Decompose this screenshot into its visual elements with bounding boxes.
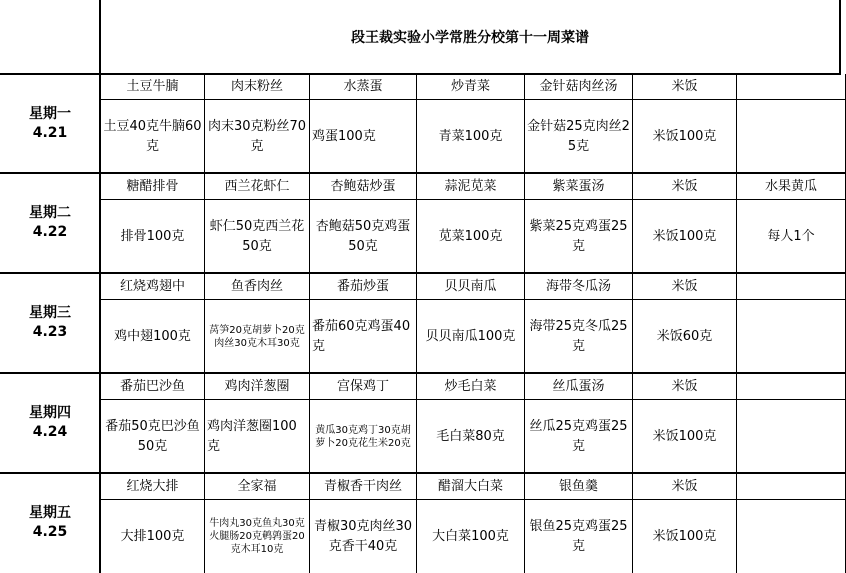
dish-name: 银鱼羹 bbox=[558, 478, 598, 494]
dish-name: 土豆牛腩 bbox=[126, 79, 179, 94]
grid-line-v bbox=[416, 74, 417, 573]
dish-detail: 海带25克冬瓜25克 bbox=[529, 318, 628, 354]
grid-line-h bbox=[0, 272, 845, 274]
day-label bbox=[0, 74, 100, 173]
dish-name: 米饭 bbox=[671, 79, 698, 94]
dish-detail bbox=[737, 300, 845, 373]
weekday: 星期四 bbox=[29, 405, 71, 421]
date: 4.21 bbox=[32, 124, 68, 141]
dish-name bbox=[737, 75, 845, 99]
dish-detail: 大白菜100克 bbox=[432, 528, 509, 544]
grid-line-v bbox=[309, 74, 310, 573]
dish-name: 鱼香肉丝 bbox=[230, 278, 283, 294]
dish-detail: 米饭100克 bbox=[652, 528, 717, 544]
dish-detail: 鸡蛋100克 bbox=[312, 128, 376, 144]
dish-detail: 青菜100克 bbox=[438, 128, 503, 144]
dish-name: 醋溜大白菜 bbox=[437, 478, 503, 494]
dish-name: 水蒸蛋 bbox=[343, 79, 383, 94]
dish-detail: 丝瓜25克鸡蛋25克 bbox=[529, 418, 628, 454]
menu-title: 段王裁实验小学常胜分校第十一周菜谱 bbox=[351, 29, 589, 46]
dish-name: 米饭 bbox=[671, 378, 698, 394]
grid-line-h bbox=[100, 399, 845, 400]
grid-line-h bbox=[100, 499, 845, 500]
dish-name: 肉末粉丝 bbox=[230, 79, 283, 94]
day-label bbox=[0, 473, 100, 573]
dish-name: 蒜泥苋菜 bbox=[444, 178, 497, 194]
dish-detail bbox=[737, 500, 845, 573]
dish-detail: 黄瓜30克鸡丁30克胡萝卜20克花生米20克 bbox=[315, 424, 411, 449]
weekday: 星期五 bbox=[29, 505, 71, 521]
dish-detail: 每人1个 bbox=[767, 228, 815, 244]
date: 4.23 bbox=[32, 324, 68, 340]
dish-detail: 莴笋20克胡萝卜20克肉丝30克木耳30克 bbox=[209, 324, 305, 349]
dish-name bbox=[737, 374, 845, 399]
dish-detail: 鸡肉洋葱圈100克 bbox=[207, 418, 297, 454]
dish-detail: 番茄50克巴沙鱼50克 bbox=[105, 418, 200, 454]
dish-name: 红烧鸡翅中 bbox=[119, 278, 185, 294]
date: 4.25 bbox=[32, 524, 68, 540]
dish-detail: 米饭100克 bbox=[652, 228, 717, 244]
grid-line-h bbox=[0, 172, 845, 174]
dish-name: 红烧大排 bbox=[126, 478, 179, 494]
date: 4.22 bbox=[32, 224, 68, 240]
day-label bbox=[0, 273, 100, 373]
dish-name: 米饭 bbox=[671, 178, 698, 194]
dish-detail: 鸡中翅100克 bbox=[114, 328, 191, 344]
grid-line-h bbox=[100, 299, 845, 300]
dish-detail bbox=[737, 100, 845, 173]
grid-line-h bbox=[100, 99, 845, 100]
day-label bbox=[0, 373, 100, 473]
dish-detail: 大排100克 bbox=[120, 528, 185, 544]
dish-name: 水果黄瓜 bbox=[764, 178, 817, 194]
grid-line-v bbox=[839, 0, 841, 74]
dish-name: 青椒香干肉丝 bbox=[323, 478, 402, 494]
dish-detail: 金针菇25克肉丝25克 bbox=[527, 118, 630, 154]
weekday: 星期一 bbox=[29, 105, 71, 122]
dish-detail: 肉末30克粉丝70克 bbox=[207, 118, 307, 154]
weekday: 星期三 bbox=[29, 305, 71, 321]
dish-name bbox=[737, 274, 845, 299]
dish-name: 炒青菜 bbox=[450, 79, 490, 94]
grid-line-h bbox=[0, 372, 845, 374]
dish-detail: 虾仁50克西兰花50克 bbox=[209, 218, 305, 254]
dish-detail: 排骨100克 bbox=[120, 228, 185, 244]
dish-detail: 米饭60克 bbox=[656, 328, 713, 344]
dish-detail: 苋菜100克 bbox=[438, 228, 503, 244]
grid-line-v bbox=[99, 0, 101, 573]
dish-name: 海带冬瓜汤 bbox=[545, 278, 611, 294]
dish-detail: 牛肉丸30克鱼丸30克火腿肠20克鹌鹑蛋20克木耳10克 bbox=[209, 518, 305, 555]
dish-name: 金针菇肉丝汤 bbox=[539, 79, 618, 94]
grid-line-h bbox=[0, 73, 841, 75]
dish-name: 丝瓜蛋汤 bbox=[552, 378, 605, 394]
dish-name: 全家福 bbox=[237, 478, 277, 494]
dish-detail: 毛白菜80克 bbox=[436, 428, 505, 444]
dish-name: 鸡肉洋葱圈 bbox=[224, 378, 290, 394]
dish-name: 米饭 bbox=[671, 478, 698, 494]
grid-line-v bbox=[524, 74, 525, 573]
dish-detail: 米饭100克 bbox=[652, 428, 717, 444]
date: 4.24 bbox=[32, 424, 68, 440]
dish-detail: 米饭100克 bbox=[652, 128, 717, 144]
dish-name: 糖醋排骨 bbox=[126, 178, 179, 194]
dish-detail: 银鱼25克鸡蛋25克 bbox=[529, 518, 628, 554]
dish-name: 炒毛白菜 bbox=[444, 378, 497, 394]
grid-line-v bbox=[632, 74, 633, 573]
day-label bbox=[0, 173, 100, 273]
grid-line-v bbox=[204, 74, 205, 573]
grid-line-v bbox=[736, 74, 737, 573]
dish-detail bbox=[737, 400, 845, 473]
dish-name: 番茄巴沙鱼 bbox=[119, 378, 185, 394]
dish-name: 番茄炒蛋 bbox=[336, 278, 389, 294]
weekday: 星期二 bbox=[29, 205, 71, 221]
dish-detail: 紫菜25克鸡蛋25克 bbox=[529, 218, 628, 254]
dish-detail: 青椒30克肉丝30克香干40克 bbox=[313, 518, 413, 554]
dish-detail: 番茄60克鸡蛋40克 bbox=[312, 318, 411, 354]
dish-name: 米饭 bbox=[671, 278, 698, 294]
dish-detail: 贝贝南瓜100克 bbox=[425, 328, 516, 344]
grid-line-h bbox=[0, 472, 845, 474]
dish-name: 宫保鸡丁 bbox=[336, 378, 389, 394]
dish-detail: 杏鲍菇50克鸡蛋50克 bbox=[315, 218, 411, 254]
dish-name bbox=[737, 474, 845, 499]
grid-line-h bbox=[100, 199, 845, 200]
dish-name: 西兰花虾仁 bbox=[224, 178, 290, 194]
dish-name: 贝贝南瓜 bbox=[444, 278, 497, 294]
dish-name: 杏鲍菇炒蛋 bbox=[330, 178, 396, 194]
dish-name: 紫菜蛋汤 bbox=[552, 178, 605, 194]
dish-detail: 土豆40克牛腩60克 bbox=[103, 118, 202, 154]
